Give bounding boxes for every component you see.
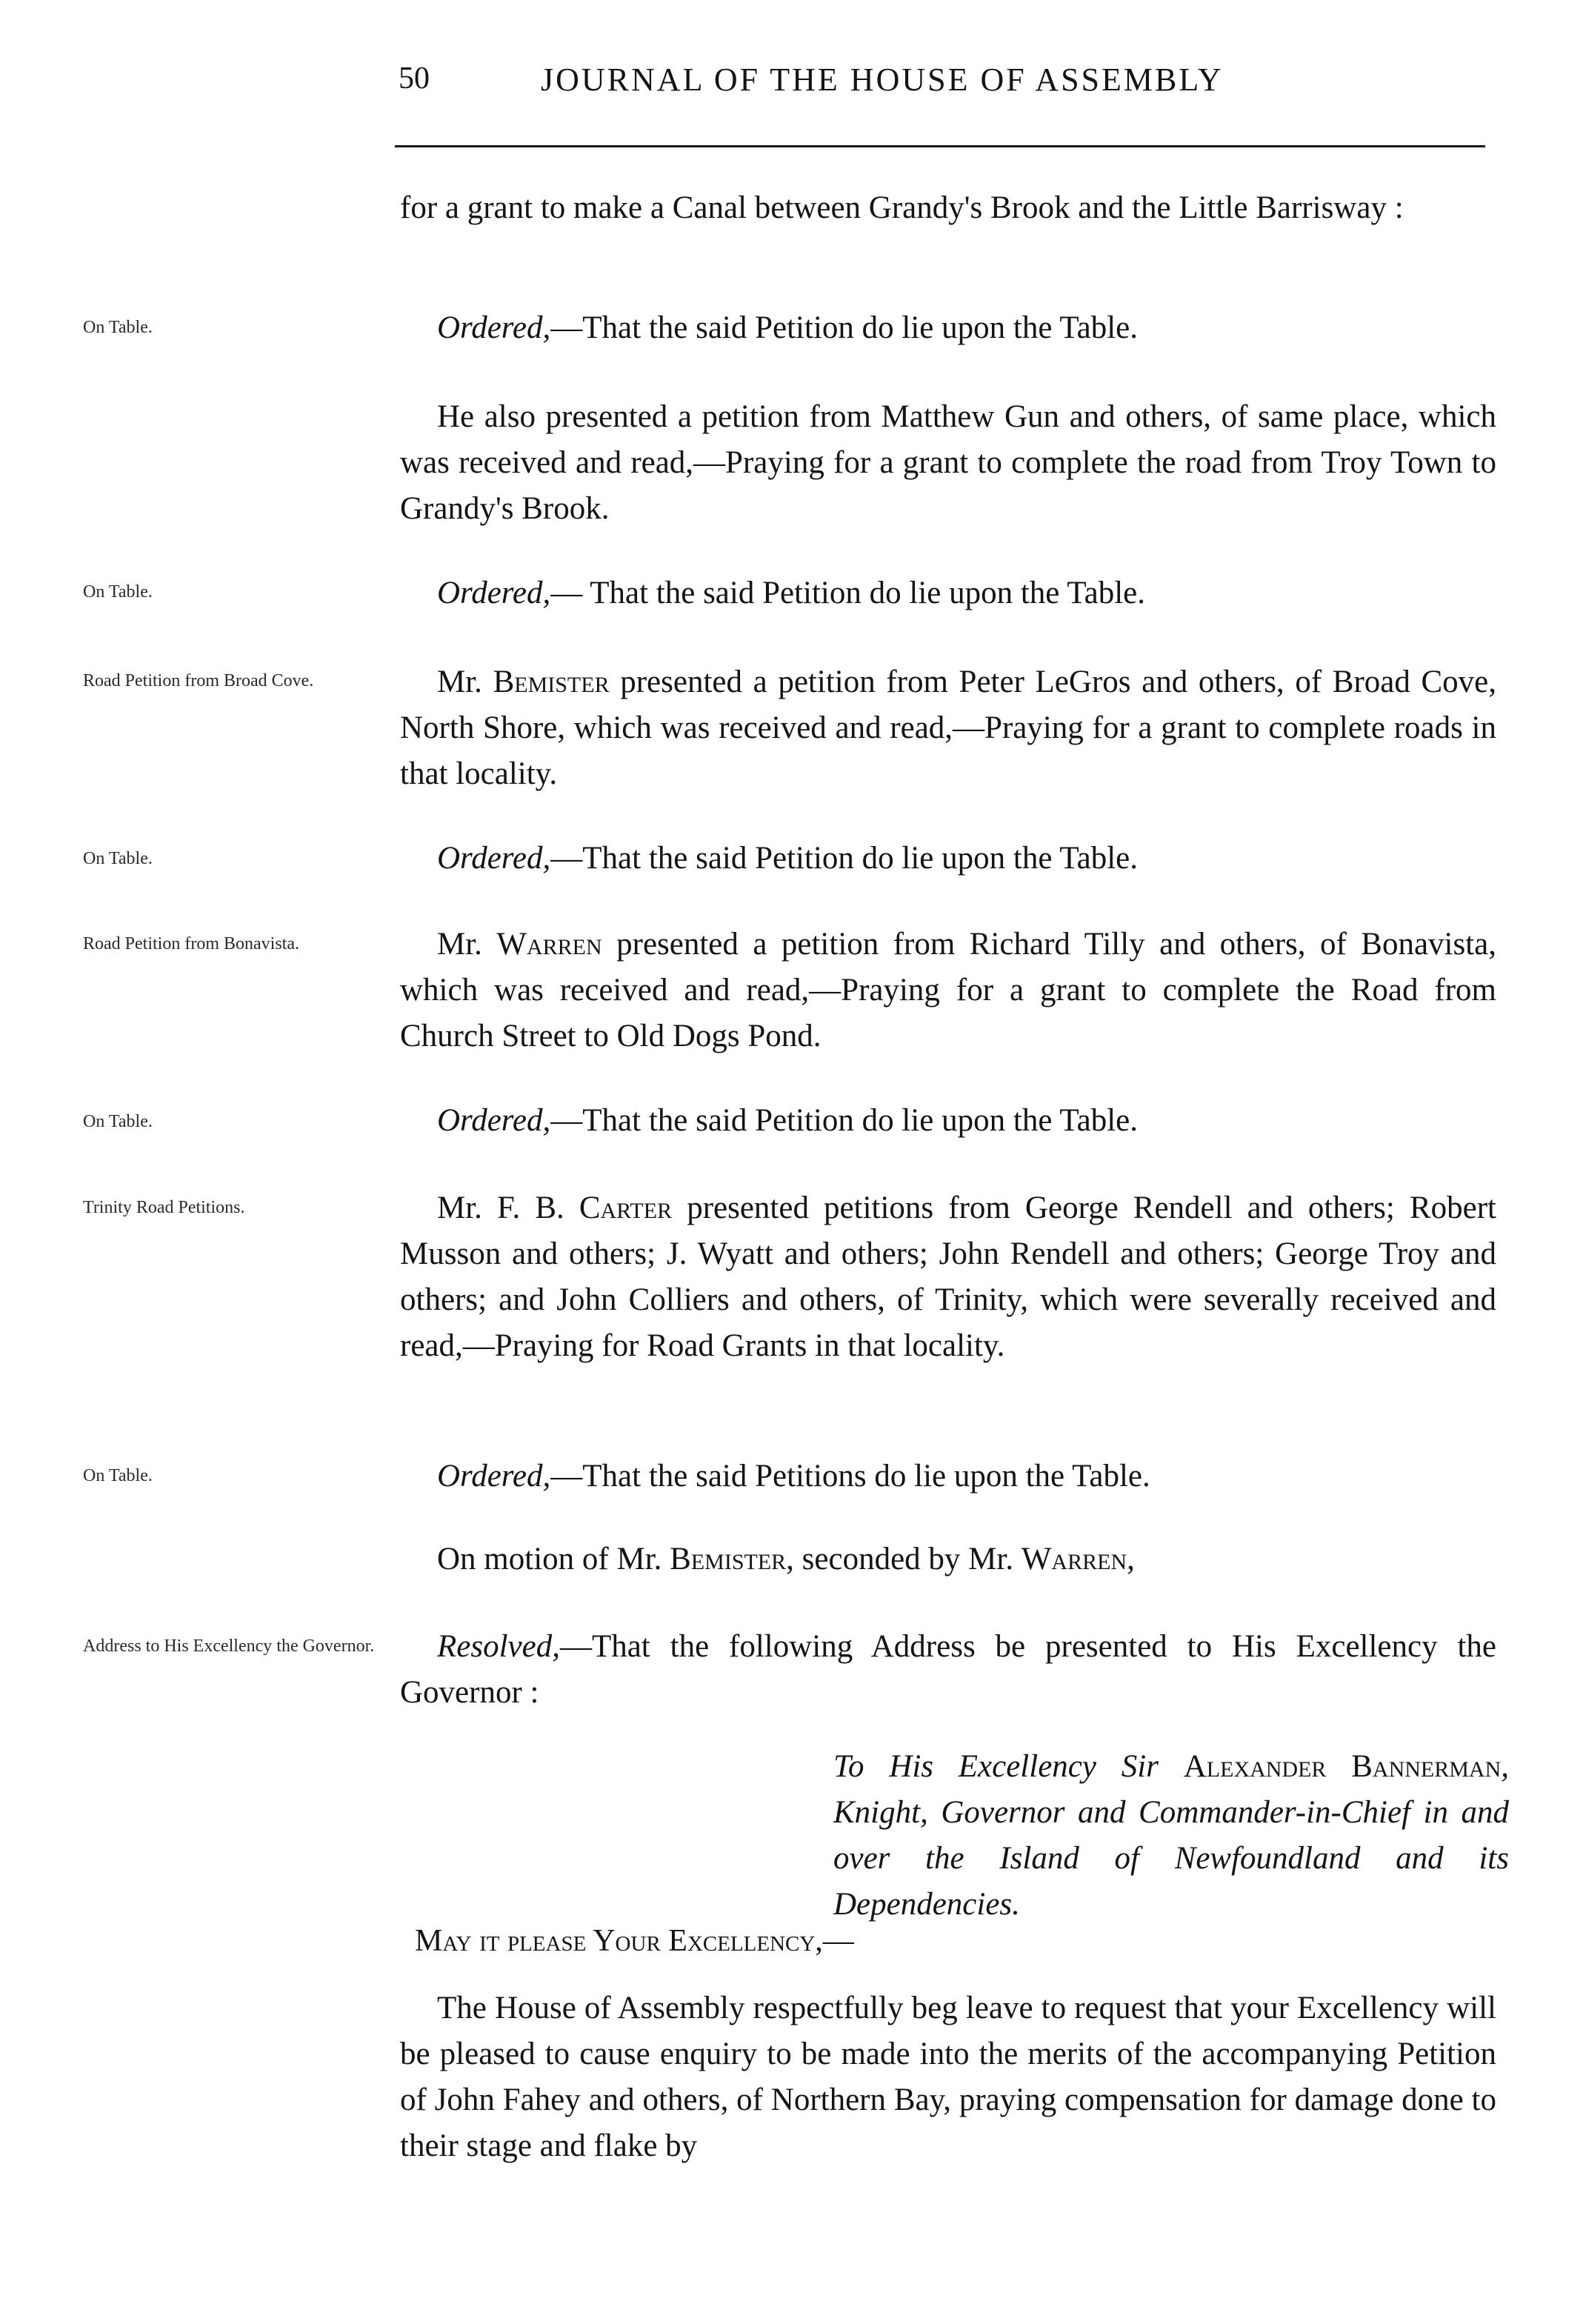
ordered-label: Ordered, [437, 310, 551, 345]
margin-note-on-table: On Table. [83, 1112, 153, 1131]
member-name: Warren [496, 927, 602, 962]
text-pre: On motion of Mr. [437, 1542, 670, 1576]
paragraph-carter-petitions [400, 1185, 1496, 1369]
margin-note-on-table: On Table. [83, 318, 153, 337]
text-rest: presented a petition from Richard Tilly and others, of Bonavista, which was received and read,—Praying for a grant to complete the Road from Church Street to Old Dogs Pond. [400, 927, 1496, 1053]
paragraph-warren-petition [400, 922, 1496, 1059]
ordered-text: —That the said Petition do lie upon the Table. [550, 841, 1139, 876]
margin-note-broad-cove: Road Petition from Broad Cove. [83, 671, 314, 690]
paragraph-ordered [400, 1454, 1496, 1499]
text-pre: Mr. [437, 927, 497, 962]
paragraph-address-body: The House of Assembly respectfully beg leave to request that your Excellency will be pleased to cause enquiry to be made into the merits of the accompanying Petition of John Fahey and others, of Northern Bay, praying compensation for damage done to their stage and flake by [400, 1991, 1496, 2163]
address-rest: , Knight, Governor and Commander-in-Chief in and over the Island of Newfoundland and its Dependencies. [833, 1749, 1509, 1922]
page-header [385, 61, 1482, 105]
ordered-text: — That the said Petition do lie upon the Table. [550, 576, 1145, 610]
header-rule [395, 145, 1485, 147]
running-title: JOURNAL OF THE HOUSE OF ASSEMBLY [541, 61, 1224, 98]
paragraph-resolved [400, 1624, 1496, 1716]
ordered-label: Ordered, [437, 841, 551, 876]
governor-name: Alexander Bannerman [1183, 1749, 1502, 1784]
margin-note-address: Address to His Excellency the Governor. [83, 1637, 375, 1656]
resolved-text: —That the following Address be presented to His Excellency the Governor : [400, 1629, 1496, 1710]
salutation: May it please Your Excellency,— [415, 1924, 854, 1958]
margin-note-bonavista: Road Petition from Bonavista. [83, 934, 299, 953]
margin-note-on-table: On Table. [83, 1466, 153, 1485]
margin-note-trinity: Trinity Road Petitions. [83, 1198, 245, 1217]
ordered-text: —That the said Petitions do lie upon the Table. [550, 1459, 1150, 1494]
address-heading [833, 1744, 1509, 1928]
paragraph-canal-grant: for a grant to make a Canal between Grandy's Brook and the Little Barrisway : [400, 190, 1404, 225]
ordered-label: Ordered, [437, 1103, 551, 1138]
member-name: Bemister [493, 665, 610, 699]
paragraph-ordered [400, 836, 1496, 882]
margin-note-on-table: On Table. [83, 582, 153, 602]
paragraph-gun-petition: He also presented a petition from Matthew Gun and others, of same place, which was received and read,—Praying for a grant to complete the road from Troy Town to Grandy's Brook. [400, 399, 1496, 526]
paragraph-ordered [400, 570, 1496, 616]
ordered-label: Ordered, [437, 1459, 551, 1494]
margin-note-on-table: On Table. [83, 849, 153, 868]
paragraph-motion [400, 1536, 1496, 1582]
paragraph-ordered [400, 305, 1496, 351]
text-pre: Mr. F. B. [437, 1191, 579, 1225]
ordered-text: —That the said Petition do lie upon the Table. [550, 310, 1139, 345]
text-rest: presented a petition from Peter LeGros and others, of Broad Cove, North Shore, which was received and read,—Praying for a grant to complete roads in that locality. [400, 665, 1497, 791]
text-pre: Mr. [437, 665, 493, 699]
member-name: Warren [1021, 1542, 1127, 1576]
paragraph-bemister-petition [400, 659, 1496, 797]
resolved-label: Resolved, [437, 1629, 560, 1664]
address-pre: To His Excellency Sir [833, 1749, 1184, 1784]
text-mid: , seconded by Mr. [786, 1542, 1022, 1576]
member-name: Bemister [670, 1542, 787, 1576]
text-rest: presented petitions from George Rendell and others; Robert Musson and others; J. Wyatt and others; John Rendell and others; George Troy and others; and John Colliers and others, of Trinity, which were severally received and read,—Praying for Road Grants in that locality. [400, 1191, 1496, 1363]
member-name: Carter [579, 1191, 673, 1225]
text-end: , [1127, 1542, 1135, 1576]
ordered-label: Ordered, [437, 576, 551, 610]
page-number: 50 [399, 61, 430, 96]
paragraph-ordered [400, 1098, 1496, 1144]
ordered-text: —That the said Petition do lie upon the Table. [550, 1103, 1139, 1138]
